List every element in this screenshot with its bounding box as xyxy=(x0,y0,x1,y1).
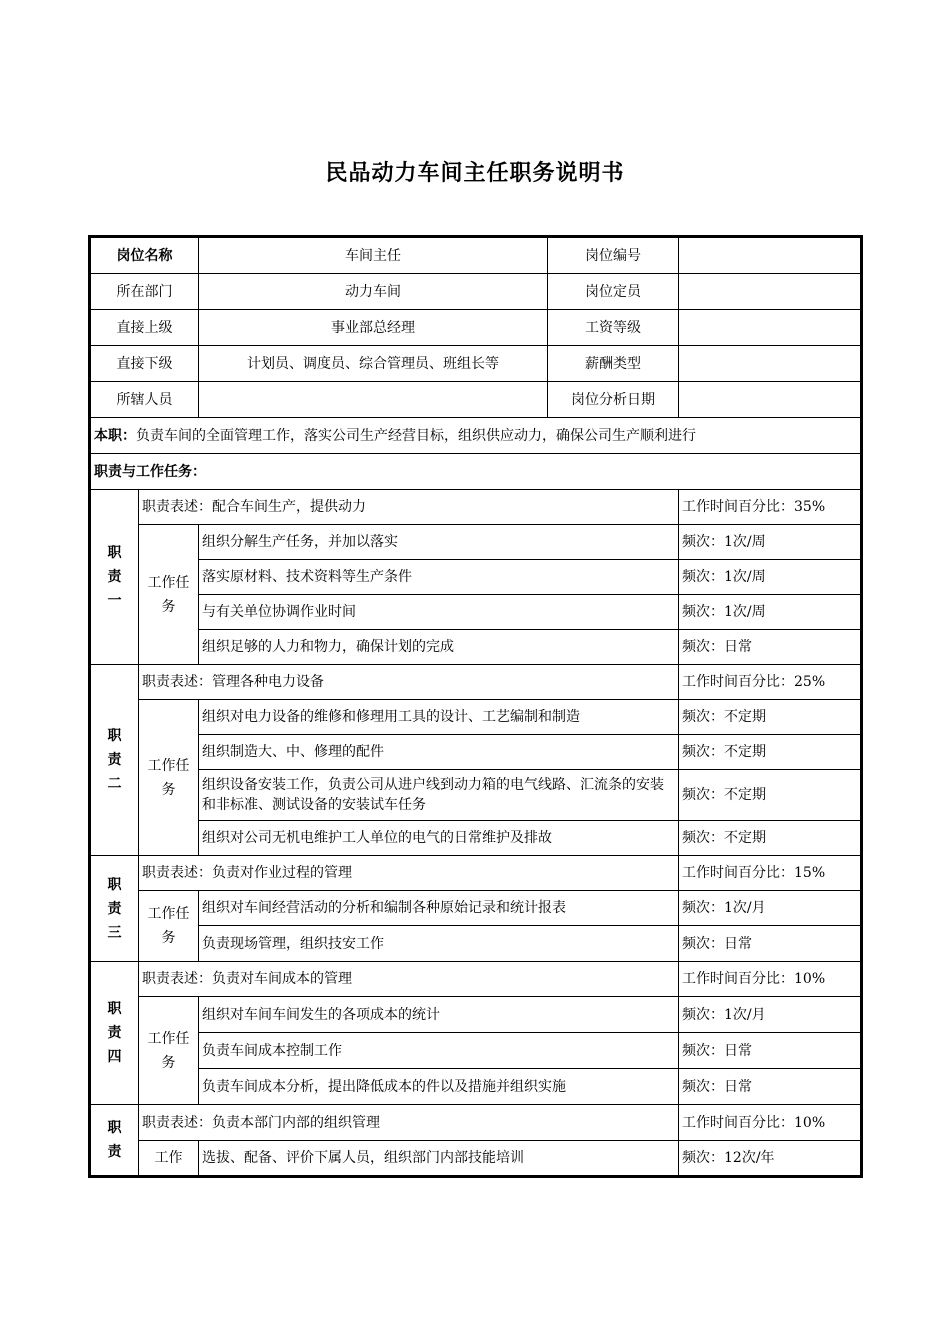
duty-description: 职责表述：负责本部门内部的组织管理 xyxy=(139,1105,679,1141)
duty-desc-row xyxy=(91,1105,861,1141)
duty-name-char: 二 xyxy=(107,776,122,792)
info-label2: 岗位定员 xyxy=(548,274,679,310)
task-text: 与有关单位协调作业时间 xyxy=(199,595,679,630)
duty-time-percentage: 工作时间百分比：15% xyxy=(679,856,861,891)
info-label2: 薪酬类型 xyxy=(548,346,679,382)
task-row xyxy=(91,735,861,770)
task-row xyxy=(91,525,861,560)
info-label2: 岗位分析日期 xyxy=(548,382,679,418)
info-value2 xyxy=(679,238,861,274)
duty-name xyxy=(91,490,139,665)
task-text: 负责车间成本控制工作 xyxy=(199,1033,679,1069)
task-frequency: 频次：1次/周 xyxy=(679,595,861,630)
info-value2 xyxy=(679,310,861,346)
duty-description: 职责表述：负责对作业过程的管理 xyxy=(139,856,679,891)
duty-name xyxy=(91,856,139,962)
duty-time-percentage: 工作时间百分比：10% xyxy=(679,1105,861,1141)
task-text: 组织制造大、中、修理的配件 xyxy=(199,735,679,770)
info-label: 所在部门 xyxy=(91,274,199,310)
task-text: 组织设备安装工作，负责公司从进户线到动力箱的电气线路、汇流条的安装和非标准、测试设备的安装试车任务 xyxy=(199,770,679,821)
page-title: 民品动力车间主任职务说明书 xyxy=(325,161,625,186)
task-frequency: 频次：日常 xyxy=(679,1069,861,1105)
task-row xyxy=(91,595,861,630)
duty-name-char: 职 xyxy=(107,728,122,744)
task-text: 组织分解生产任务，并加以落实 xyxy=(199,525,679,560)
duty-name-char: 责 xyxy=(107,900,122,917)
task-label: 工作任务 xyxy=(139,997,199,1105)
task-frequency: 频次：12次/年 xyxy=(679,1141,861,1176)
task-text: 负责现场管理，组织技安工作 xyxy=(199,926,679,962)
duty-description: 职责表述：负责对车间成本的管理 xyxy=(139,962,679,997)
task-text: 落实原材料、技术资料等生产条件 xyxy=(199,560,679,595)
task-row xyxy=(91,700,861,735)
duty-name-char: 职 xyxy=(107,876,122,893)
task-row xyxy=(91,926,861,962)
duty-name xyxy=(91,962,139,1105)
task-label: 工作任务 xyxy=(139,891,199,962)
duty-name-char: 责 xyxy=(107,752,122,768)
duty-time-percentage: 工作时间百分比：25% xyxy=(679,665,861,700)
duty-time-percentage: 工作时间百分比：10% xyxy=(679,962,861,997)
section-title-row xyxy=(91,454,861,490)
duty-name xyxy=(91,665,139,856)
duty-description: 职责表述：管理各种电力设备 xyxy=(139,665,679,700)
task-row xyxy=(91,1033,861,1069)
duty-desc-row xyxy=(91,490,861,525)
info-row xyxy=(91,382,861,418)
task-label: 工作任务 xyxy=(139,700,199,856)
task-frequency: 频次：日常 xyxy=(679,926,861,962)
info-row xyxy=(91,346,861,382)
section-title: 职责与工作任务： xyxy=(91,454,861,490)
main-duty-text: 负责车间的全面管理工作，落实公司生产经营目标，组织供应动力，确保公司生产顺利进行 xyxy=(136,427,696,444)
info-value xyxy=(199,382,548,418)
task-label: 工作任务 xyxy=(139,525,199,665)
duty-desc-row xyxy=(91,962,861,997)
task-text: 组织对车间车间发生的各项成本的统计 xyxy=(199,997,679,1033)
info-label: 直接下级 xyxy=(91,346,199,382)
task-row xyxy=(91,997,861,1033)
duty-time-percentage: 工作时间百分比：35% xyxy=(679,490,861,525)
duty-name-char: 责 xyxy=(107,1025,122,1041)
task-text: 选拔、配备、评价下属人员，组织部门内部技能培训 xyxy=(199,1141,679,1176)
main-duty-cell xyxy=(91,418,861,454)
info-value: 事业部总经理 xyxy=(199,310,548,346)
task-frequency: 频次：日常 xyxy=(679,1033,861,1069)
info-row xyxy=(91,274,861,310)
duty-name-char: 四 xyxy=(107,1049,122,1065)
info-label: 岗位名称 xyxy=(91,238,199,274)
task-row xyxy=(91,630,861,665)
info-value: 车间主任 xyxy=(199,238,548,274)
task-text: 组织对电力设备的维修和修理用工具的设计、工艺编制和制造 xyxy=(199,700,679,735)
duty-name-char: 职 xyxy=(107,545,122,561)
duty-name-char: 职 xyxy=(107,1120,122,1136)
info-value2 xyxy=(679,274,861,310)
duty-name-char: 一 xyxy=(107,593,122,609)
info-value: 计划员、调度员、综合管理员、班组长等 xyxy=(199,346,548,382)
info-label2: 工资等级 xyxy=(548,310,679,346)
task-label: 工作 xyxy=(139,1141,199,1176)
task-frequency: 频次：不定期 xyxy=(679,735,861,770)
main-duty-label: 本职： xyxy=(94,427,136,444)
task-frequency: 频次：不定期 xyxy=(679,821,861,856)
task-frequency: 频次：日常 xyxy=(679,630,861,665)
info-value: 动力车间 xyxy=(199,274,548,310)
task-frequency: 频次：1次/周 xyxy=(679,560,861,595)
main-duty-row xyxy=(91,418,861,454)
job-description-table xyxy=(90,237,861,1176)
info-label2: 岗位编号 xyxy=(548,238,679,274)
duty-name-char: 三 xyxy=(107,924,122,941)
task-text: 组织足够的人力和物力，确保计划的完成 xyxy=(199,630,679,665)
info-label: 直接上级 xyxy=(91,310,199,346)
task-row xyxy=(91,770,861,821)
info-row xyxy=(91,310,861,346)
duty-name-char: 责 xyxy=(107,569,122,585)
info-label: 所辖人员 xyxy=(91,382,199,418)
task-frequency: 频次：1次/月 xyxy=(679,891,861,926)
duty-name-char: 职 xyxy=(107,1001,122,1017)
task-row xyxy=(91,1069,861,1105)
task-row xyxy=(91,1141,861,1176)
task-row xyxy=(91,891,861,926)
task-text: 负责车间成本分析，提出降低成本的件以及措施并组织实施 xyxy=(199,1069,679,1105)
task-frequency: 频次：不定期 xyxy=(679,770,861,821)
task-text: 组织对车间经营活动的分析和编制各种原始记录和统计报表 xyxy=(199,891,679,926)
info-value2 xyxy=(679,382,861,418)
task-frequency: 频次：1次/月 xyxy=(679,997,861,1033)
duty-description: 职责表述：配合车间生产，提供动力 xyxy=(139,490,679,525)
duty-desc-row xyxy=(91,856,861,891)
info-row xyxy=(91,238,861,274)
info-value2 xyxy=(679,346,861,382)
task-text: 组织对公司无机电维护工人单位的电气的日常维护及排故 xyxy=(199,821,679,856)
task-row xyxy=(91,560,861,595)
task-frequency: 频次：1次/周 xyxy=(679,525,861,560)
duty-name-char: 责 xyxy=(107,1144,122,1160)
duty-name xyxy=(91,1105,139,1176)
task-row xyxy=(91,821,861,856)
task-frequency: 频次：不定期 xyxy=(679,700,861,735)
duty-desc-row xyxy=(91,665,861,700)
